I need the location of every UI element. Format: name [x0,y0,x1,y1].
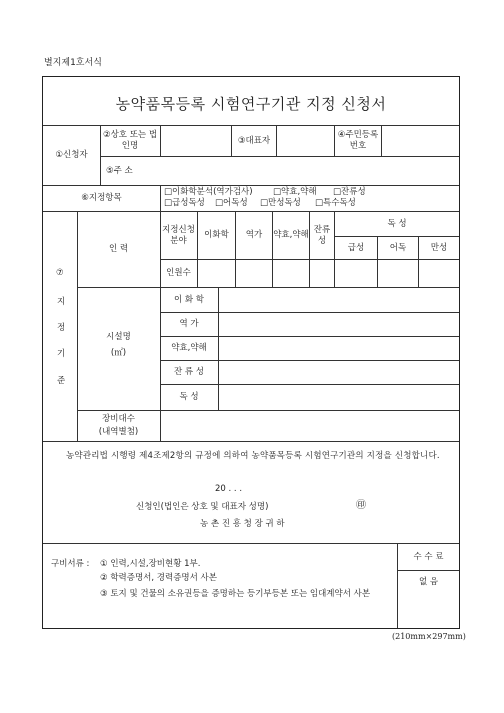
trade-name-field[interactable] [161,127,230,155]
declaration-text: 농약관리법 시행령 제4조제2항의 규정에 의하여 농약품목등록 시험연구기관의 지정을 신청합니다. [66,451,440,461]
field-header: 약효,약해 [273,230,309,241]
fee-label: 수 수 료 [413,551,444,562]
criteria-label: ⑦ [56,268,64,278]
designation-option[interactable]: □약효,약해 [273,187,317,197]
designation-option[interactable]: □만성독성 [260,198,301,208]
toxicity-sub-header: 급성 [347,242,365,253]
declaration-recipient: 농 촌 진 흥 청 장 귀 하 [200,519,285,529]
criteria-label: 지 [57,297,66,307]
toxicity-sub-header: 만성 [430,242,448,253]
facility-row-label: 독 성 [179,392,199,403]
form-label: 별지제1호서식 [44,58,102,68]
designation-option[interactable]: □급성독성 [164,198,205,208]
documents-item: ③ 토지 및 건물의 소유권등을 증명하는 등기부등본 또는 임대계약서 사본 [100,589,371,599]
declaration-date: 20 . . . [215,484,243,494]
equipment-sub: (내역별첨) [98,426,139,437]
address-field[interactable] [161,157,458,184]
field-header: 이화학 [204,230,229,241]
criteria-label: 준 [57,376,66,386]
fee-value: 없 음 [418,576,439,587]
documents-item: ② 학력증명서, 경력증명서 사본 [100,573,217,583]
resident-number-label: ④주민등록번호 [337,130,379,151]
address-label: ⑤주 소 [106,166,133,176]
form-title: 농약품목등록 시험연구기관 지정 신청서 [115,95,387,113]
facility-row-label: 이 화 학 [173,294,205,305]
paper-size: (210mm×297mm) [392,632,466,641]
designation-option[interactable]: □어독성 [215,198,248,208]
field-header: 잔류성 [313,224,331,246]
documents-item: ① 인력,시설,장비현황 1부. [100,559,201,569]
documents-label: 구비서류 : [51,559,90,569]
facility-label: 시설명 [106,331,131,342]
field-header: 역가 [245,230,263,241]
representative-field[interactable] [277,127,333,155]
designation-label: ⑥지정항목 [81,193,122,204]
designation-option[interactable]: □잔류성 [333,187,366,197]
designation-option[interactable]: □이화학분석(역가검사) [164,187,253,197]
facility-row-label: 약효,약해 [171,343,207,354]
representative-label: ③대표자 [237,135,271,146]
applicant-label: ①신청자 [55,150,88,161]
personnel-count-label: 인원수 [166,268,191,279]
facility-row-label: 역 가 [179,319,199,330]
resident-number-field[interactable] [382,127,458,155]
criteria-label: 정 [57,323,66,333]
equipment-label: 장비대수 [102,413,135,424]
toxicity-sub-header: 어독 [389,242,407,253]
facility-unit: (㎡) [110,347,127,358]
trade-name-label: ②상호 또는 법인명 [102,130,158,151]
designation-option[interactable]: □특수독성 [315,198,356,208]
toxicity-header: 독 성 [387,218,407,229]
facility-row-label: 잔 류 성 [173,367,205,378]
personnel-label: 인 력 [108,243,129,254]
declaration-signer: 신청인(법인은 상호 및 대표자 성명) [136,502,269,512]
seal-mark: ㊞ [356,500,366,511]
designated-field-label: 지정신청분야 [162,224,195,246]
criteria-label: 기 [57,349,66,359]
